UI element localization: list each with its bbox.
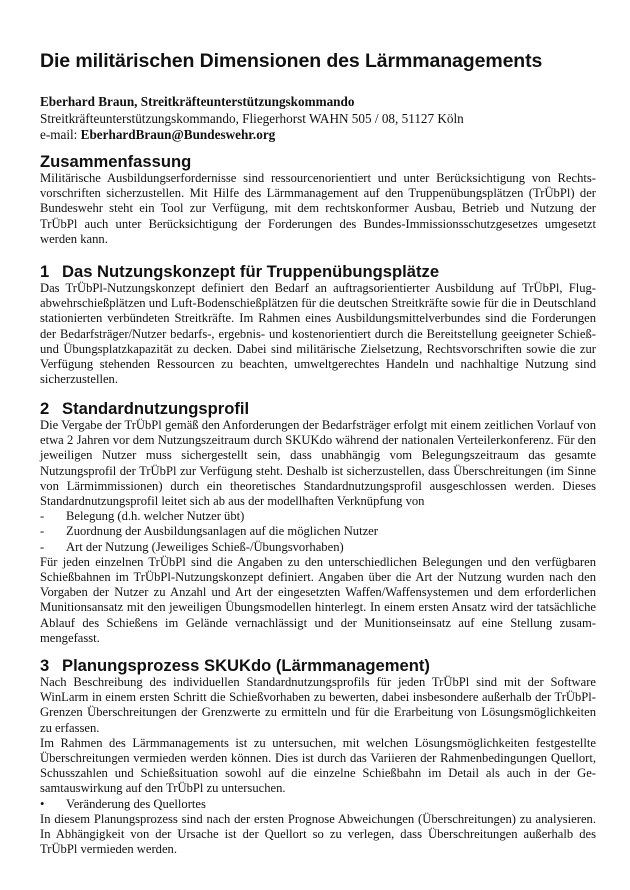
author-affiliation: Streitkräfteunterstützungskommando, Fliegerhorst WAHN 505 / 08, 51127 Köln bbox=[40, 110, 464, 126]
dash-marker: - bbox=[40, 539, 45, 554]
section-title: Standardnutzungsprofil bbox=[62, 399, 250, 418]
list-item-text: Zuordnung der Ausbildungsanlagen auf die möglichen Nutzer bbox=[66, 524, 378, 539]
email-label: e-mail: bbox=[40, 127, 81, 142]
author-name: Eberhard Braun, Streitkräfteunterstützungskommando bbox=[40, 94, 355, 109]
dash-marker: - bbox=[40, 524, 45, 539]
list-item-text: Belegung (d.h. welcher Nutzer übt) bbox=[66, 509, 245, 524]
list-item-text: Art der Nutzung (Jeweiliges Schieß-/Übungsvorhaben) bbox=[66, 539, 344, 554]
section-2-intro: Die Vergabe der TrÜbPl gemäß den Anforderungen der Bedarfsträger erfolgt mit einem zeitlichen Vorlauf von etwa 2 Jahren vor dem Nutzungszeitraum durch SKUKdo während der nationalen Verteilerkonferenz. Für den jeweiligen Nutzer muss sichergestellt sein, dass unabhängig vom Belegungszeitraum das gesamte Nutzungsprofil der TrÜbPl zur Verfügung steht. Deshalb ist sicherzustellen, dass Überschreitungen (im Sinne von Lärmimmissionen) durch ein theoretisches Standardnutzungsprofil ausgeschlossen werden. Dieses Standardnutzungsprofil leitet sich ab aus der modellhaften Verknüpfung von bbox=[40, 418, 596, 509]
section-2-outro: Für jeden einzelnen TrÜbPl sind die Angaben zu den unterschiedlichen Belegungen und den verfügbaren Schießbahnen im TrÜbPl-Nutzungskonzept definiert. Angaben über die Art der Nutzung wurden nach den Vorgaben der Nutzer zu Anzahl und Art der eingesetzten Waffen/Waffensystemen und dem erforderlichen Munitionsansatz mit den jeweiligen Übungsmodellen hinterlegt. In einem ersten Ansatz wird der tatsächliche Ablauf des Schießens im Gelände vernachlässigt und der Munitionseinsatz auf eine Stellung zusammengefasst. bbox=[40, 554, 596, 645]
section-3-paragraph-3: In diesem Planungsprozess sind nach der ersten Prognose Abweichungen (Überschreitungen) zu analysieren. In Abhängigkeit von der Ursache ist der Quellort so zu verlegen, dass Überschreitungen außerhalb des TrÜbPl vermieden werden. bbox=[40, 811, 596, 857]
section-3 bbox=[40, 656, 596, 857]
section-3-paragraph-1: Nach Beschreibung des individuellen Standardnutzungsprofils für jeden TrÜbPl sind mit der Software WinLarm in einem ersten Schritt die Schießvorhaben zu bewerten, dabei insbesondere außerhalb der TrÜbPl-Grenzen Überschreitungen der Grenzwerte zu ermitteln und für die Erarbeitung von Lösungsmöglichkeiten zu erfassen. bbox=[40, 675, 596, 735]
abstract-heading: Zusammenfassung bbox=[40, 152, 192, 171]
section-3-list bbox=[40, 797, 596, 812]
section-3-heading bbox=[40, 656, 596, 675]
abstract-text: Militärische Ausbildungserfordernisse sind ressourcenorientiert und unter Berücksichtigung von Rechtsvorschriften sicherzustellen. Mit Hilfe des Lärmmanagement auf den Truppenübungsplätzen (TrÜbPl) der Bundeswehr steht ein Tool zur Verfügung, mit dem rechtskonformer Ausbau, Betrieb und Nutzung der TrÜbPl auch unter Berücksichtigung der Forderungen des Bundes-Immissionsschutzgesetzes umgesetzt werden kann. bbox=[40, 171, 596, 246]
list-item bbox=[40, 540, 596, 555]
section-3-paragraph-2: Im Rahmen des Lärmmanagements ist zu untersuchen, mit welchen Lösungsmöglichkeiten festgestellte Überschreitungen vermieden werden können. Dies ist durch das Variieren der Rahmenbedingungen Quellort, Schusszahlen und Schießsituation sowohl auf die einzelne Schießbahn im Detail als auch in der Gesamtauswirkung auf den TrÜbPl zu untersuchen. bbox=[40, 735, 596, 796]
list-item bbox=[40, 524, 596, 539]
section-2-list bbox=[40, 509, 596, 555]
section-title: Planungsprozess SKUKdo (Lärmmanagement) bbox=[62, 656, 430, 675]
email-address[interactable]: EberhardBraun@Bundeswehr.org bbox=[80, 127, 276, 142]
section-number: 1 bbox=[40, 262, 50, 281]
section-2-heading bbox=[40, 399, 596, 418]
list-item bbox=[40, 797, 596, 812]
section-1-paragraph: Das TrÜbPl-Nutzungskonzept definiert den Bedarf an auftragsorientierter Ausbildung auf TrÜbPl, Flugabwehrschießplätzen und Luft-Bodenschießplätzen für die deutschen Streitkräfte sowie für die in Deutschland stationierten verbündeten Streitkräfte. Im Rahmen eines Ausbildungsmittelverbundes sind die Forderungen der Bedarfsträger/Nutzer bedarfs-, ergebnis- und kostenorientiert durch die Bereitstellung geeigneter Schieß- und Übungsplatzkapazität zu decken. Dabei sind militärische Zielsetzung, Rechtsvorschriften sowie die zur Verfügung stehenden Ressourcen zu beachten, umweltgerechtes Handeln und nachhaltige Nutzung sind sicherzustellen. bbox=[40, 281, 596, 387]
section-title: Das Nutzungskonzept für Truppenübungsplätze bbox=[62, 262, 440, 281]
section-2 bbox=[40, 399, 596, 646]
author-block bbox=[40, 94, 464, 144]
section-number: 3 bbox=[40, 656, 50, 675]
dash-marker: - bbox=[40, 509, 45, 524]
list-item bbox=[40, 509, 596, 524]
abstract-section bbox=[40, 152, 596, 247]
section-1-heading bbox=[40, 262, 596, 281]
bullet-icon: • bbox=[40, 796, 45, 811]
author-email-line bbox=[40, 127, 464, 144]
list-item-text: Veränderung des Quellortes bbox=[66, 796, 206, 811]
section-number: 2 bbox=[40, 399, 50, 418]
paper-title: Die militärischen Dimensionen des Lärmmanagements bbox=[40, 50, 543, 72]
section-1 bbox=[40, 262, 596, 387]
